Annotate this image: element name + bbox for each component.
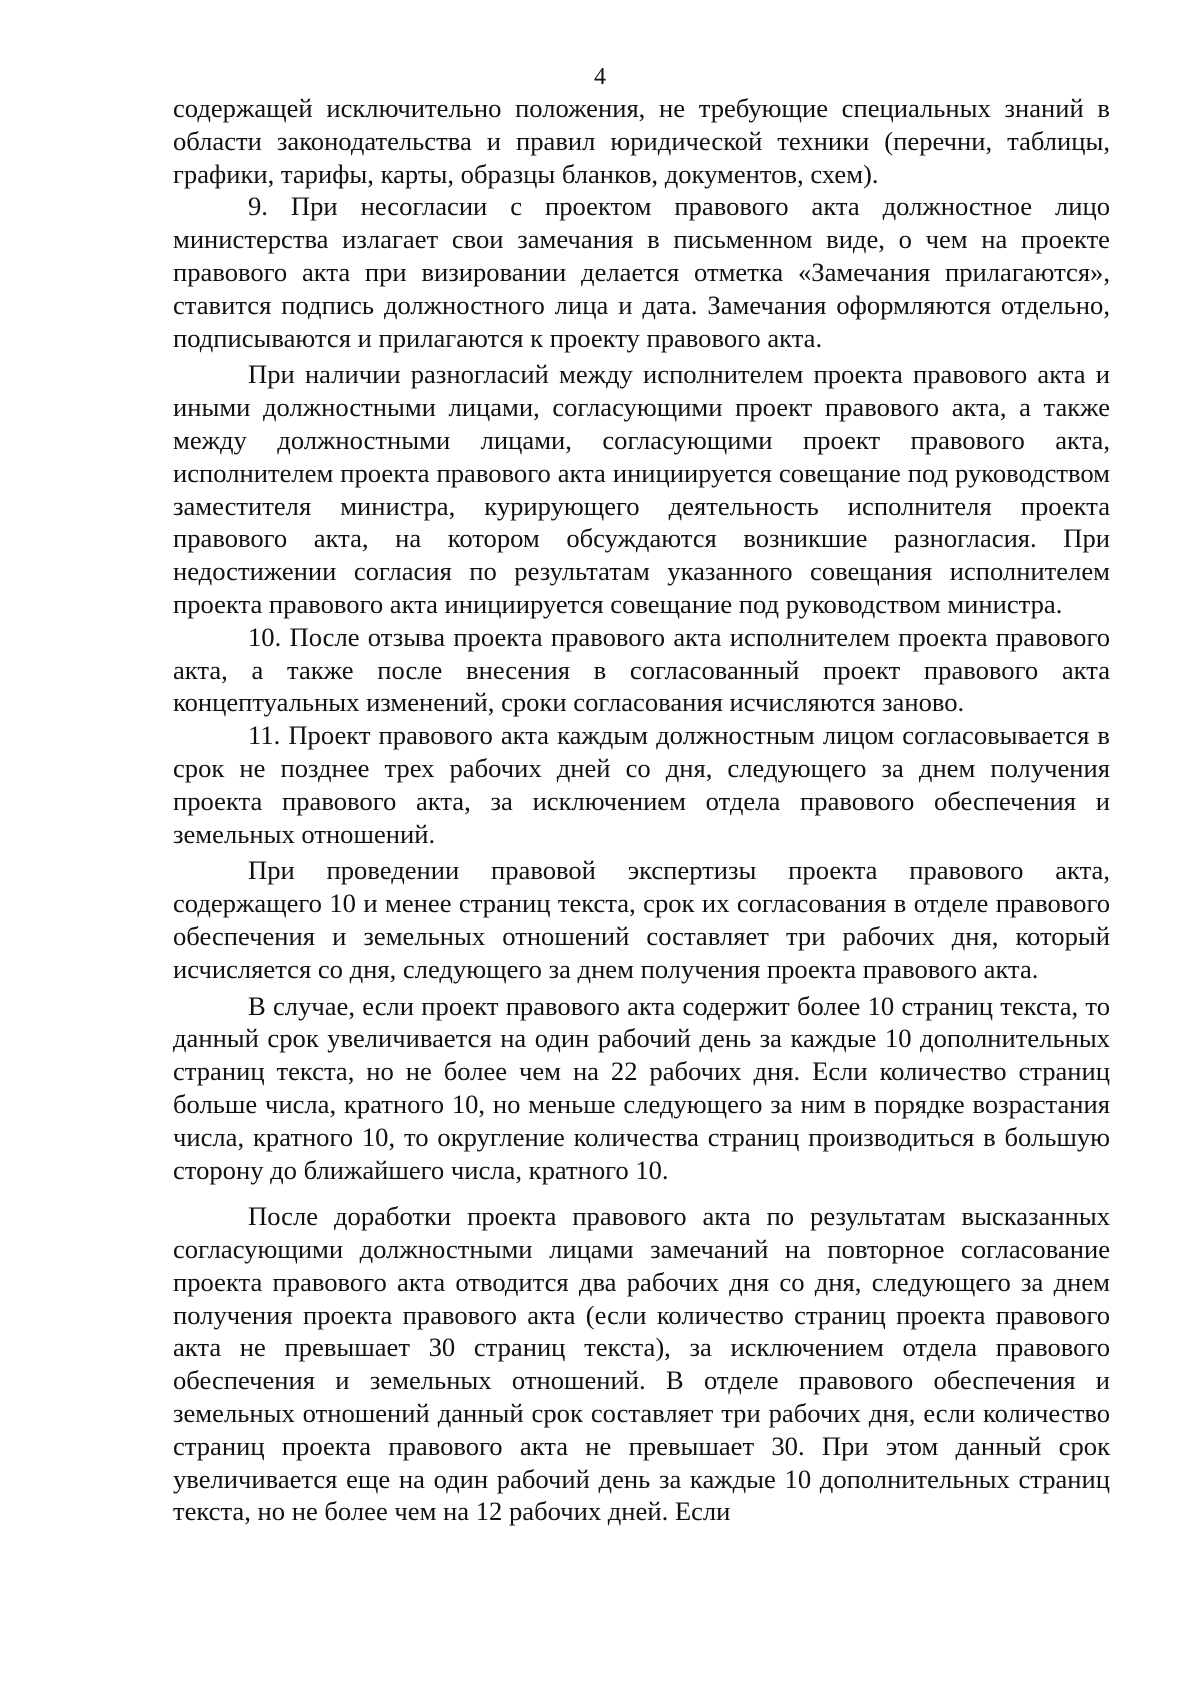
paragraph-disagreements: При наличии разногласий между исполнителем проекта правового акта и иными должностными лицами, согласующими проект правового акта, а также между должностными лицами, согласующими проект правового акта, исполнителем проекта правового акта инициируется совещание под руководством заместителя министра, курирующего деятельность исполнителя проекта правового акта, на котором обсуждаются возникшие разногласия. При недостижении согласия по результатам указанного совещания исполнителем проекта правового акта инициируется совещание под руководством министра. — [173, 359, 1110, 619]
paragraph-continuation: содержащей исключительно положения, не требующие специальных знаний в области законодательства и правил юридической техники (перечни, таблицы, графики, тарифы, карты, образцы бланков, документов, схем). — [173, 93, 1110, 189]
document-body — [173, 92, 1110, 1528]
paragraph-item-9: 9. При несогласии с проектом правового акта должностное лицо министерства излагает свои замечания в письменном виде, о чем на проекте правового акта при визировании делается отметка «Замечания прилагаются», ставится подпись должностного лица и дата. Замечания оформляются отдельно, подписываются и прилагаются к проекту правового акта. — [173, 191, 1110, 353]
page-number: 4 — [594, 64, 606, 90]
paragraph-item-11: 11. Проект правового акта каждым должностным лицом согласовывается в срок не позднее трех рабочих дней со дня, следующего за днем получения проекта правового акта, за исключением отдела правового обеспечения и земельных отношений. — [173, 720, 1110, 849]
paragraph-item-10: 10. После отзыва проекта правового акта исполнителем проекта правового акта, а также после внесения в согласованный проект правового акта концептуальных изменений, сроки согласования исчисляются заново. — [173, 621, 1110, 718]
paragraph-repeat-approval: После доработки проекта правового акта по результатам высказанных согласующими должностными лицами замечаний на повторное согласование проекта правового акта отводится два рабочих дня со дня, следующего за днем получения проекта правового акта (если количество страниц проекта правового акта не превышает 30 страниц текста), за исключением отдела правового обеспечения и земельных отношений. В отделе правового обеспечения и земельных отношений данный срок составляет три рабочих дня, если количество страниц проекта правового акта не превышает 30. При этом данный срок увеличивается еще на один рабочий день за каждые 10 дополнительных страниц текста, но не более чем на 12 рабочих дней. Если — [173, 1201, 1110, 1527]
paragraph-page-count-extension: В случае, если проект правового акта содержит более 10 страниц текста, то данный срок увеличивается на один рабочий день за каждые 10 дополнительных страниц текста, но не более чем на 22 рабочих дня. Если количество страниц больше числа, кратного 10, но меньше следующего за ним в порядке возрастания числа, кратного 10, то округление количества страниц производиться в большую сторону до ближайшего числа, кратного 10. — [173, 990, 1110, 1185]
paragraph-legal-expertise: При проведении правовой экспертизы проекта правового акта, содержащего 10 и менее страниц текста, срок их согласования в отделе правового обеспечения и земельных отношений составляет три рабочих дня, который исчисляется со дня, следующего за днем получения проекта правового акта. — [173, 855, 1110, 984]
